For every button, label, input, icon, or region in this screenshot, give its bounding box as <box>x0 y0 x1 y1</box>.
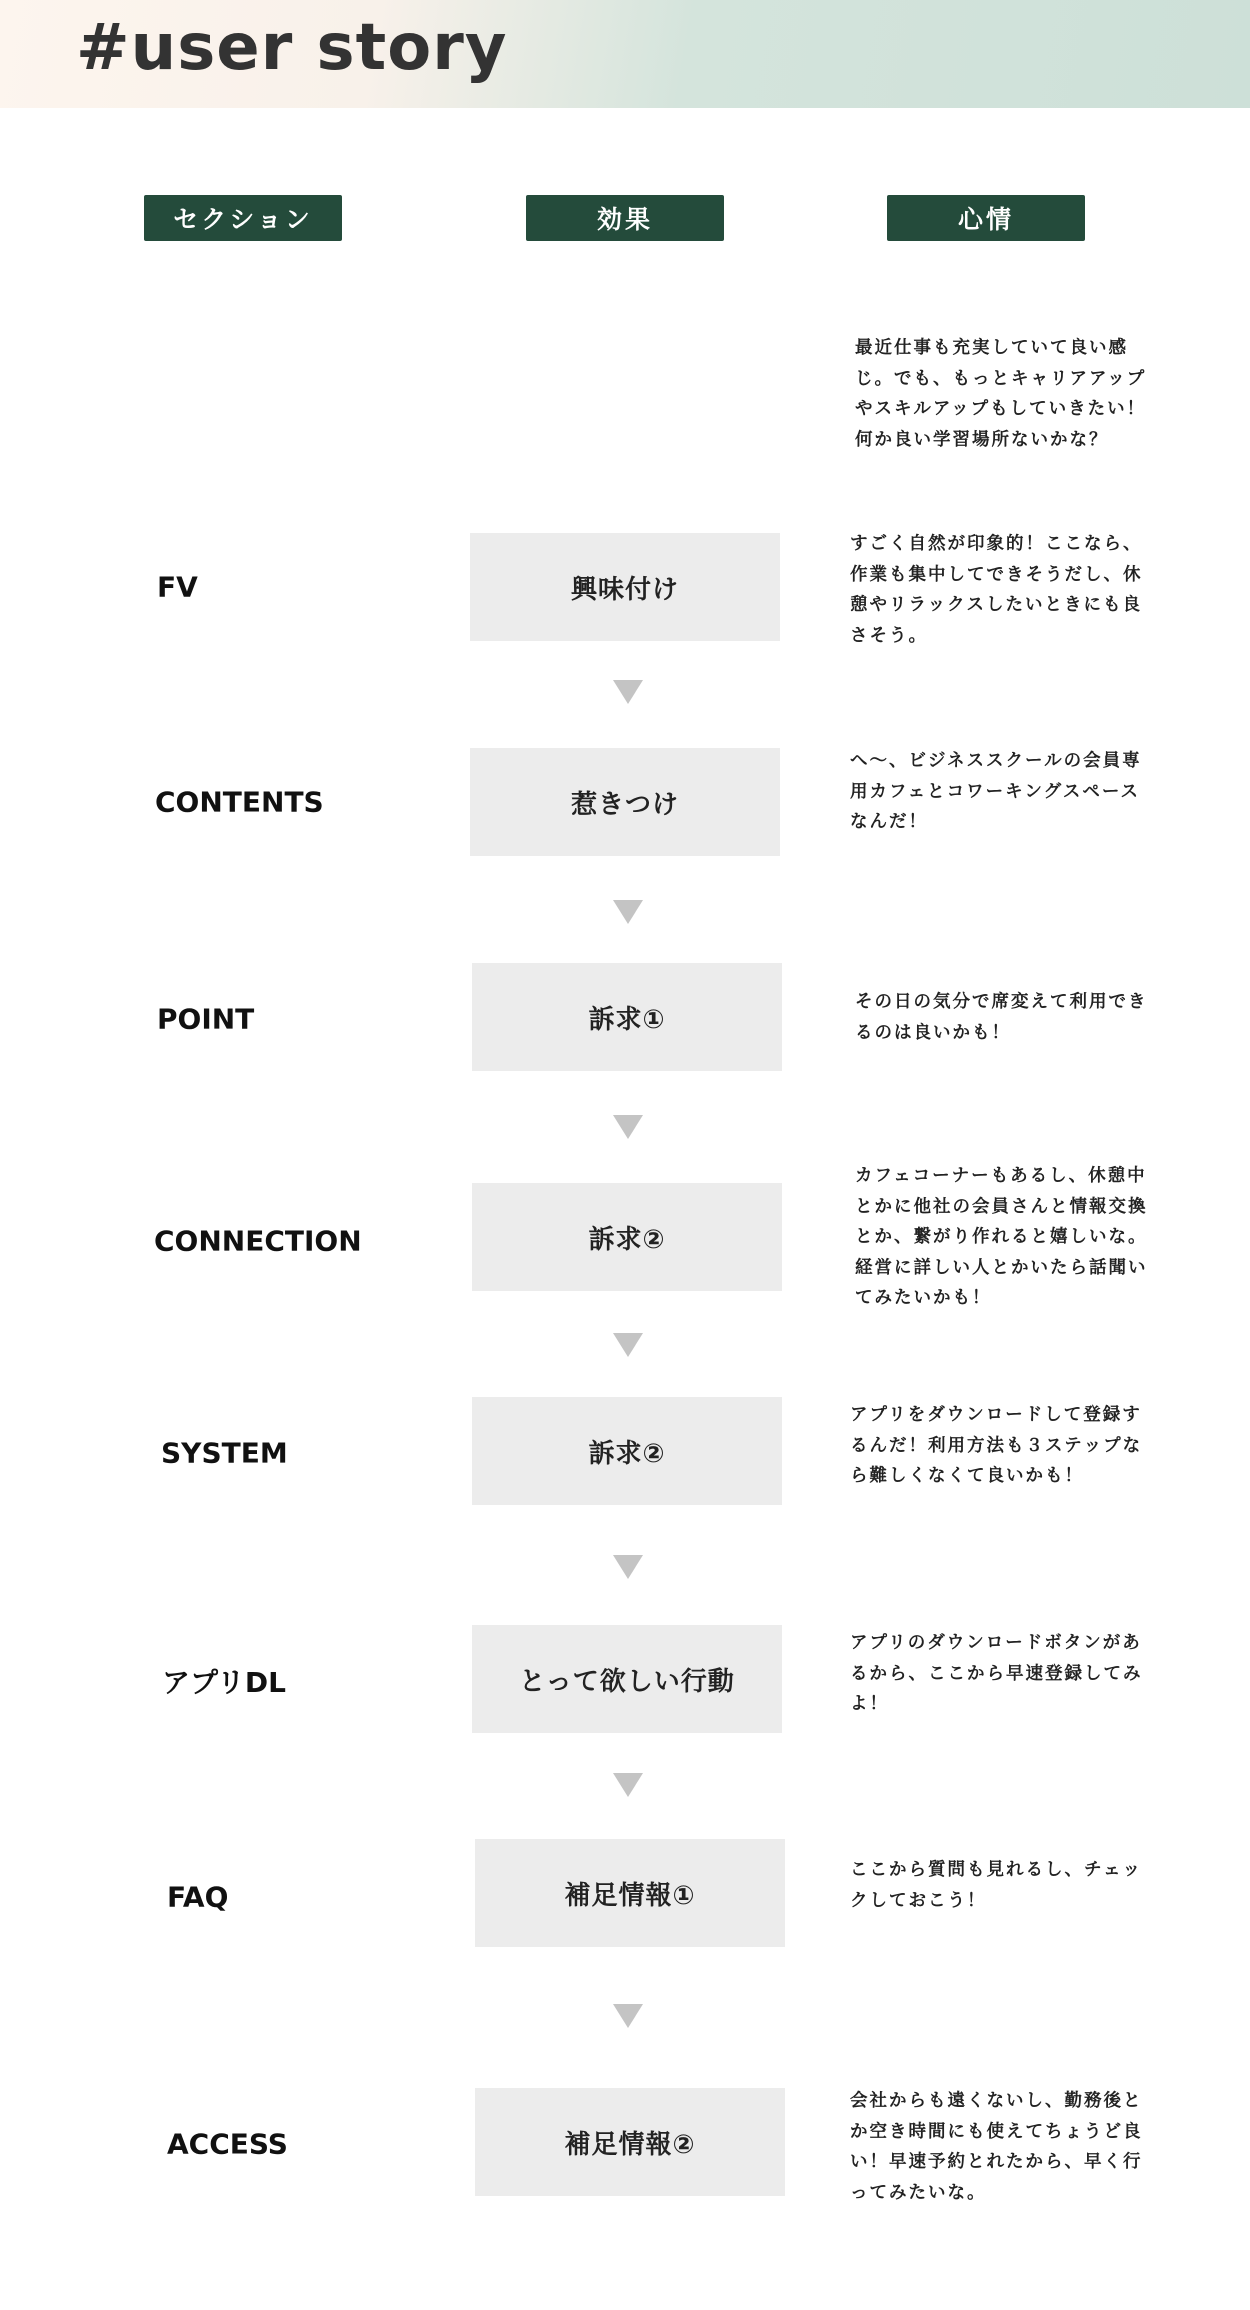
down-arrow-icon <box>613 1773 643 1797</box>
section-label: アプリDL <box>162 1666 286 1699</box>
feeling-text: アプリのダウンロードボタンがあるから、ここから早速登録してみよ！ <box>850 1633 1143 1714</box>
story-row-connection <box>0 1166 1250 1343</box>
story-row-faq <box>0 1839 1250 1999</box>
section-label: CONTENTS <box>155 785 324 819</box>
page-title: #user story <box>76 11 508 85</box>
effect-box: とって欲しい行動 <box>472 1625 782 1733</box>
down-arrow-icon <box>613 1115 643 1139</box>
effect-box: 訴求② <box>472 1397 782 1505</box>
column-header-section: セクション <box>144 195 342 241</box>
column-header-effect: 効果 <box>526 195 724 241</box>
story-row-point <box>0 963 1250 1123</box>
effect-box: 補足情報① <box>475 1839 785 1947</box>
effect-box: 補足情報② <box>475 2088 785 2196</box>
section-label: POINT <box>157 1002 255 1036</box>
feeling-text: アプリをダウンロードして登録するんだ！利用方法も３ステップなら難しくなくて良いかも！ <box>850 1405 1143 1486</box>
down-arrow-icon <box>613 1555 643 1579</box>
story-row-system <box>0 1397 1250 1557</box>
effect-box: 惹きつけ <box>470 748 780 856</box>
down-arrow-icon <box>613 1333 643 1357</box>
down-arrow-icon <box>613 900 643 924</box>
section-label: FV <box>157 570 198 604</box>
section-label: FAQ <box>167 1880 229 1914</box>
story-row-app-dl <box>0 1625 1250 1785</box>
story-row-access <box>0 2088 1250 2248</box>
feeling-text: 会社からも遠くないし、勤務後とか空き時間にも使えてちょうど良い！早速予約とれたから、早く行ってみたいな。 <box>850 2091 1143 2203</box>
effect-box: 訴求① <box>472 963 782 1071</box>
story-row-contents <box>0 748 1250 908</box>
feeling-text: へ〜、ビジネススクールの会員専用カフェとコワーキングスペースなんだ！ <box>850 751 1142 832</box>
section-label: CONNECTION <box>154 1224 362 1258</box>
section-label: SYSTEM <box>161 1436 288 1470</box>
down-arrow-icon <box>613 680 643 704</box>
section-label: ACCESS <box>167 2127 288 2161</box>
feeling-text: ここから質問も見れるし、チェックしておこう！ <box>850 1860 1142 1911</box>
column-header-feeling: 心情 <box>887 195 1085 241</box>
down-arrow-icon <box>613 2004 643 2028</box>
effect-box: 興味付け <box>470 533 780 641</box>
intro-feeling: 最近仕事も充実していて良い感じ。でも、もっとキャリアアップやスキルアップもしていきたい！何か良い学習場所ないかな？ <box>855 338 1147 450</box>
feeling-text: すごく自然が印象的！ここなら、作業も集中してできそうだし、休憩やリラックスしたいときにも良さそう。 <box>850 534 1143 646</box>
effect-box: 訴求② <box>472 1183 782 1291</box>
header-banner <box>0 0 1250 108</box>
feeling-text: その日の気分で席変えて利用できるのは良いかも！ <box>855 992 1148 1043</box>
story-row-fv <box>0 533 1250 693</box>
feeling-text: カフェコーナーもあるし、休憩中とかに他社の会員さんと情報交換とか、繋がり作れると嬉しいな。経営に詳しい人とかいたら話聞いてみたいかも！ <box>855 1166 1148 1308</box>
